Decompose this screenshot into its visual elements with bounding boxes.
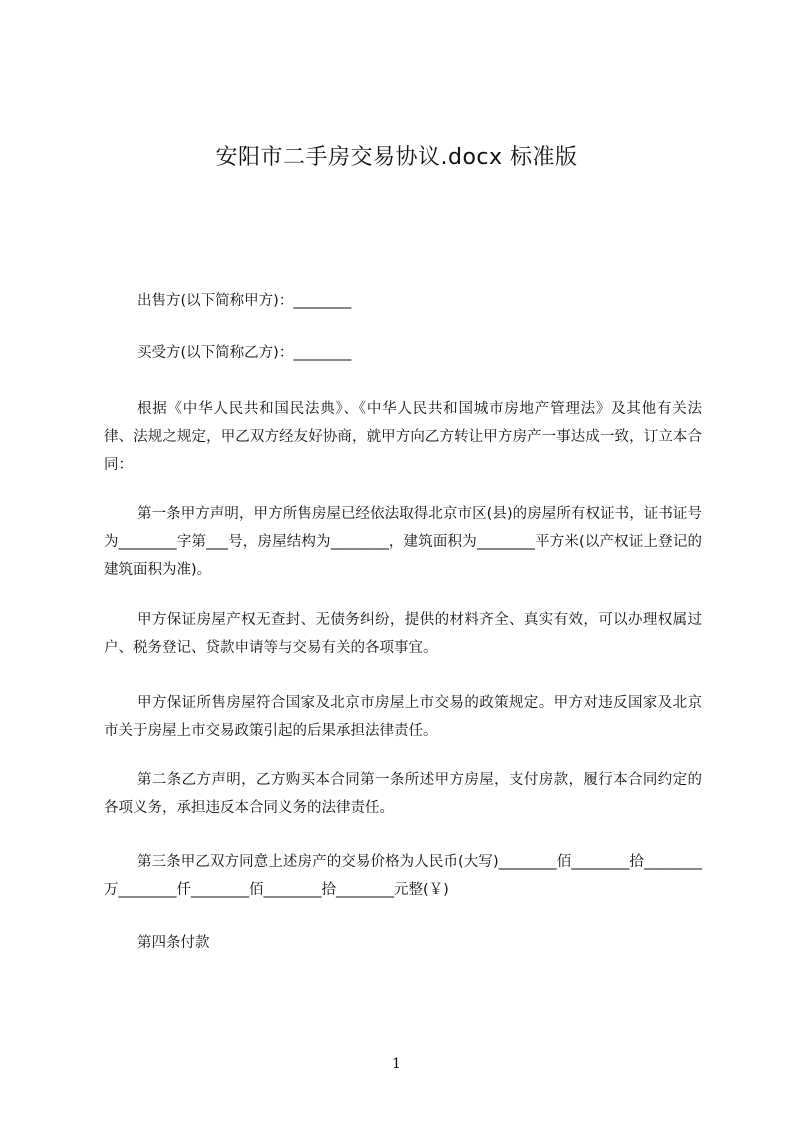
buyer-line: 买受方(以下简称乙方)：________ <box>137 345 352 361</box>
article-one-paragraph: 第一条甲方声明，甲方所售房屋已经依法取得北京市区(县)的房屋所有权证书，证书证号为________字第___号，房屋结构为________，建筑面积为________平方米(以产权证上登记的建筑面积为准)。 <box>104 506 702 578</box>
document-title: 安阳市二手房交易协议.docx 标准版 <box>215 145 578 170</box>
preamble-paragraph: 根据《中华人民共和国民法典》、《中华人民共和国城市房地产管理法》及其他有关法律、法规之规定，甲乙双方经友好协商，就甲方向乙方转让甲方房产一事达成一致，订立本合同： <box>104 401 702 473</box>
page-number: 1 <box>392 1056 401 1072</box>
article-three-paragraph: 第三条甲乙双方同意上述房产的交易价格为人民币(大写)________佰________拾________万________仟________佰________拾________元整(￥) <box>104 854 702 898</box>
article-two-paragraph: 第二条乙方声明，乙方购买本合同第一条所述甲方房屋，支付房款，履行本合同约定的各项义务，承担违反本合同义务的法律责任。 <box>104 772 702 816</box>
seller-guarantee-paragraph: 甲方保证房屋产权无查封、无债务纠纷，提供的材料齐全、真实有效，可以办理权属过户、税务登记、贷款申请等与交易有关的各项事宜。 <box>104 612 702 656</box>
article-four-heading: 第四条付款 <box>137 935 210 951</box>
seller-line: 出售方(以下简称甲方)：________ <box>137 293 352 309</box>
seller-policy-paragraph: 甲方保证所售房屋符合国家及北京市房屋上市交易的政策规定。甲方对违反国家及北京市关于房屋上市交易政策引起的后果承担法律责任。 <box>104 695 702 739</box>
